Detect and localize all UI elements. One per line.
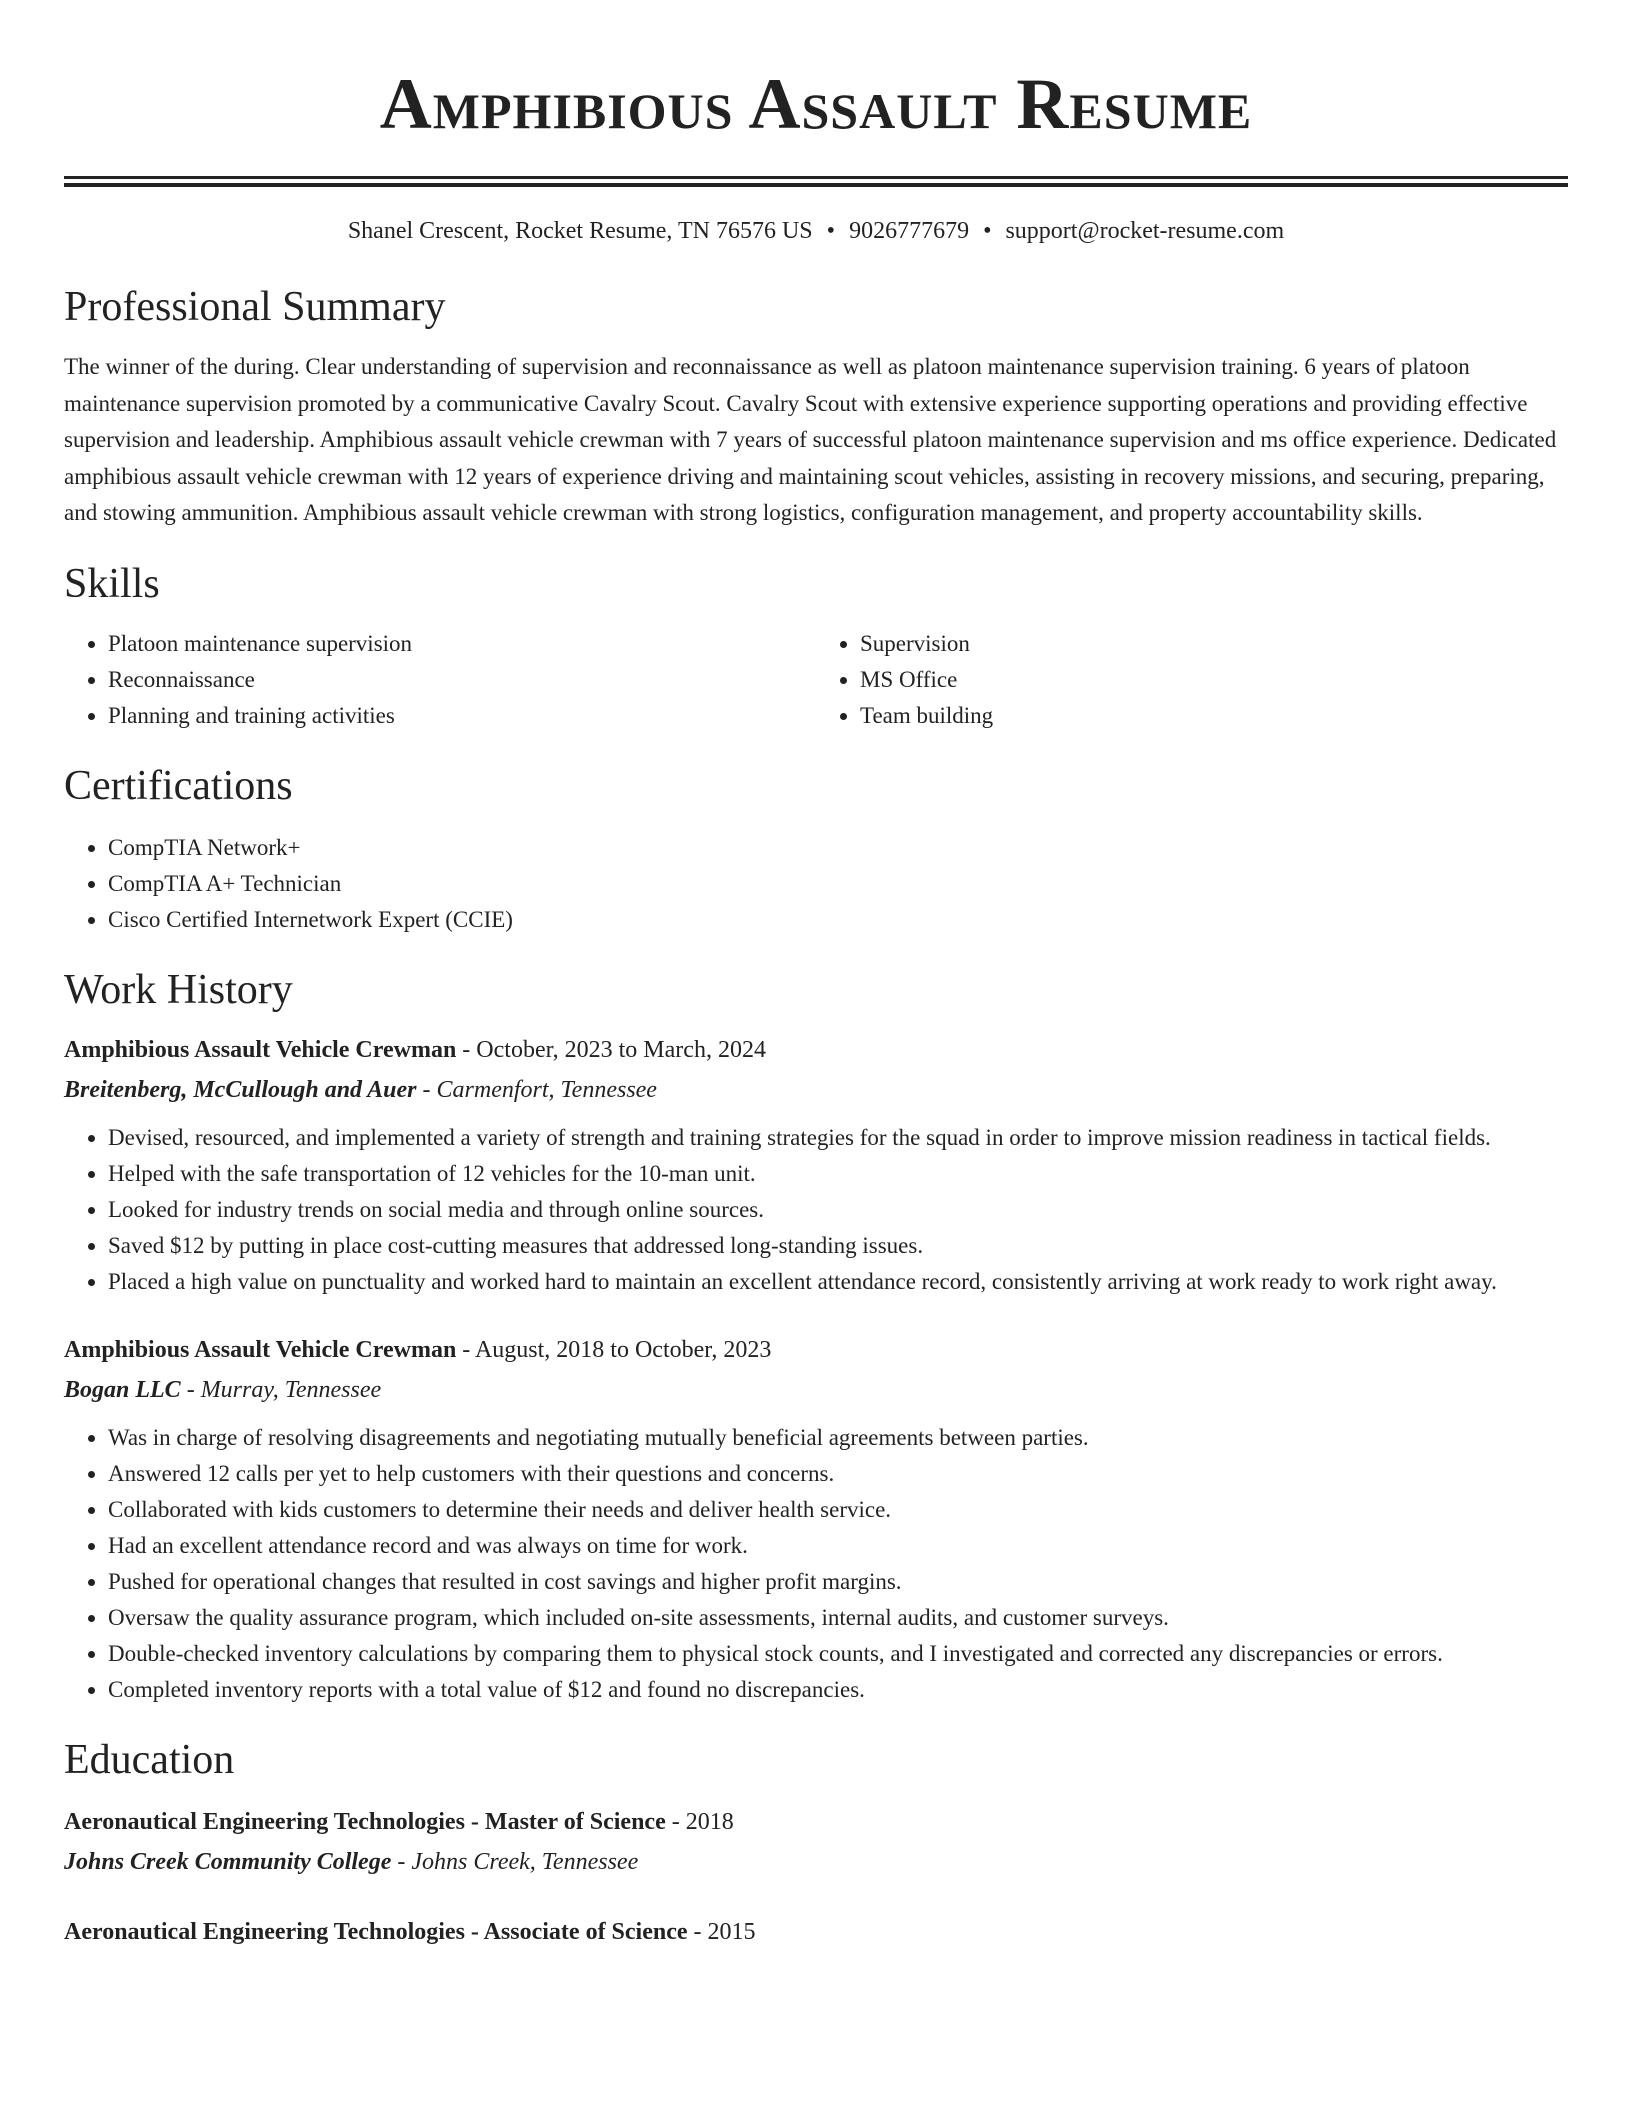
contact-email[interactable]: support@rocket-resume.com: [1005, 218, 1285, 244]
job-dates: August, 2018 to October, 2023: [474, 1336, 772, 1363]
skill-item: • Supervision: [860, 626, 1568, 662]
resume-title: Amphibious Assault Resume: [379, 64, 1253, 144]
contact-line: [64, 215, 1568, 247]
contact-address: Shanel Crescent, Rocket Resume, TN 76576 US: [347, 218, 813, 244]
job-bullets: [64, 1120, 1568, 1300]
skill-item: • Platoon maintenance supervision: [108, 626, 816, 662]
job-bullet: • Completed inventory reports with a total value of $12 and found no discrepancies.: [108, 1672, 1568, 1708]
education-degree: Aeronautical Engineering Technologies - Associate of Science: [64, 1918, 688, 1945]
job-bullet: • Placed a high value on punctuality and worked hard to maintain an excellent attendance record, consistently arriving at work ready to work right away.: [108, 1264, 1568, 1300]
job-entry: [64, 1030, 1568, 1300]
job-bullet: • Oversaw the quality assurance program, which included on-site assessments, internal audits, and customer surveys.: [108, 1600, 1568, 1636]
job-bullet: • Pushed for operational changes that resulted in cost savings and higher profit margins.: [108, 1564, 1568, 1600]
skill-item: • Reconnaissance: [108, 662, 816, 698]
education-school: Johns Creek Community College: [64, 1848, 392, 1875]
job-company-line: Breitenberg, McCullough and Auer - Carmenfort, Tennessee: [64, 1076, 657, 1103]
certification-item: • CompTIA A+ Technician: [108, 866, 1568, 902]
skills-list-left: [64, 626, 816, 734]
section-title-education: Education: [64, 1736, 235, 1783]
job-company: Bogan LLC: [64, 1376, 181, 1403]
contact-separator: •: [826, 218, 836, 244]
skills-list-right: [816, 626, 1568, 734]
job-bullet: • Answered 12 calls per yet to help customers with their questions and concerns.: [108, 1456, 1568, 1492]
contact-separator: •: [983, 218, 992, 244]
job-title-line: Amphibious Assault Vehicle Crewman - August, 2018 to October, 2023: [64, 1336, 772, 1363]
skill-item: • MS Office: [860, 662, 1568, 698]
job-bullet: • Devised, resourced, and implemented a variety of strength and training strategies for the squad in order to improve mission readiness in tactical fields.: [108, 1120, 1568, 1156]
education-degree-line: Aeronautical Engineering Technologies - Master of Science - 2018: [64, 1808, 734, 1835]
education-entry: [64, 1912, 1568, 1952]
job-bullet: • Helped with the safe transportation of 12 vehicles for the 10-man unit.: [108, 1156, 1568, 1192]
job-bullet: • Was in charge of resolving disagreements and negotiating mutually beneficial agreements between parties.: [108, 1420, 1568, 1456]
contact-phone: 9026777679: [849, 218, 970, 244]
section-title-skills: Skills: [64, 560, 160, 607]
job-bullet: • Had an excellent attendance record and was always on time for work.: [108, 1528, 1568, 1564]
job-bullet: • Saved $12 by putting in place cost-cutting measures that addressed long-standing issues.: [108, 1228, 1568, 1264]
header-double-rule: [64, 176, 1568, 187]
job-company-line: Bogan LLC - Murray, Tennessee: [64, 1376, 382, 1403]
certifications-list: [64, 830, 1568, 938]
job-title-line: Amphibious Assault Vehicle Crewman - October, 2023 to March, 2024: [64, 1036, 766, 1063]
job-role: Amphibious Assault Vehicle Crewman: [64, 1336, 457, 1363]
job-dates: October, 2023 to March, 2024: [476, 1036, 766, 1063]
education-year: 2018: [685, 1808, 734, 1835]
job-location: Carmenfort, Tennessee: [436, 1076, 657, 1103]
section-title-work-history: Work History: [64, 966, 293, 1013]
job-bullet: • Looked for industry trends on social media and through online sources.: [108, 1192, 1568, 1228]
education-degree: Aeronautical Engineering Technologies - Master of Science: [64, 1808, 666, 1835]
certification-item: • Cisco Certified Internetwork Expert (CCIE): [108, 902, 1568, 938]
education-school-line: Johns Creek Community College - Johns Creek, Tennessee: [64, 1848, 639, 1875]
job-entry: [64, 1330, 1568, 1708]
education-location: Johns Creek, Tennessee: [411, 1848, 639, 1875]
job-bullet: • Double-checked inventory calculations by comparing them to physical stock counts, and I investigated and corrected any discrepancies or errors.: [108, 1636, 1568, 1672]
skills-columns: [64, 626, 1568, 734]
job-company: Breitenberg, McCullough and Auer: [64, 1076, 417, 1103]
education-year: 2015: [707, 1918, 756, 1945]
job-bullets: [64, 1420, 1568, 1708]
education-entry: [64, 1802, 1568, 1882]
section-title-certifications: Certifications: [64, 762, 293, 809]
certification-item: • CompTIA Network+: [108, 830, 1568, 866]
section-title-summary: Professional Summary: [64, 284, 446, 330]
skill-item: • Team building: [860, 698, 1568, 734]
job-bullet: • Collaborated with kids customers to determine their needs and deliver health service.: [108, 1492, 1568, 1528]
education-degree-line: Aeronautical Engineering Technologies - Associate of Science - 2015: [64, 1918, 756, 1945]
job-location: Murray, Tennessee: [200, 1376, 382, 1403]
summary-text: The winner of the during. Clear understanding of supervision and reconnaissance as well as platoon maintenance supervision training. 6 years of platoon maintenance supervision promoted by a communicative Cavalry Scout. Cavalry Scout with extensive experience supporting operations and providing effective supervision and leadership. Amphibious assault vehicle crewman with 7 years of successful platoon maintenance supervision and ms office experience. Dedicated amphibious assault vehicle crewman with 12 years of experience driving and maintaining scout vehicles, assisting in recovery missions, and securing, preparing, and stowing ammunition. Amphibious assault vehicle crewman with strong logistics, configuration management, and property accountability skills.: [64, 354, 1557, 526]
skill-item: • Planning and training activities: [108, 698, 816, 734]
job-role: Amphibious Assault Vehicle Crewman: [64, 1036, 457, 1063]
